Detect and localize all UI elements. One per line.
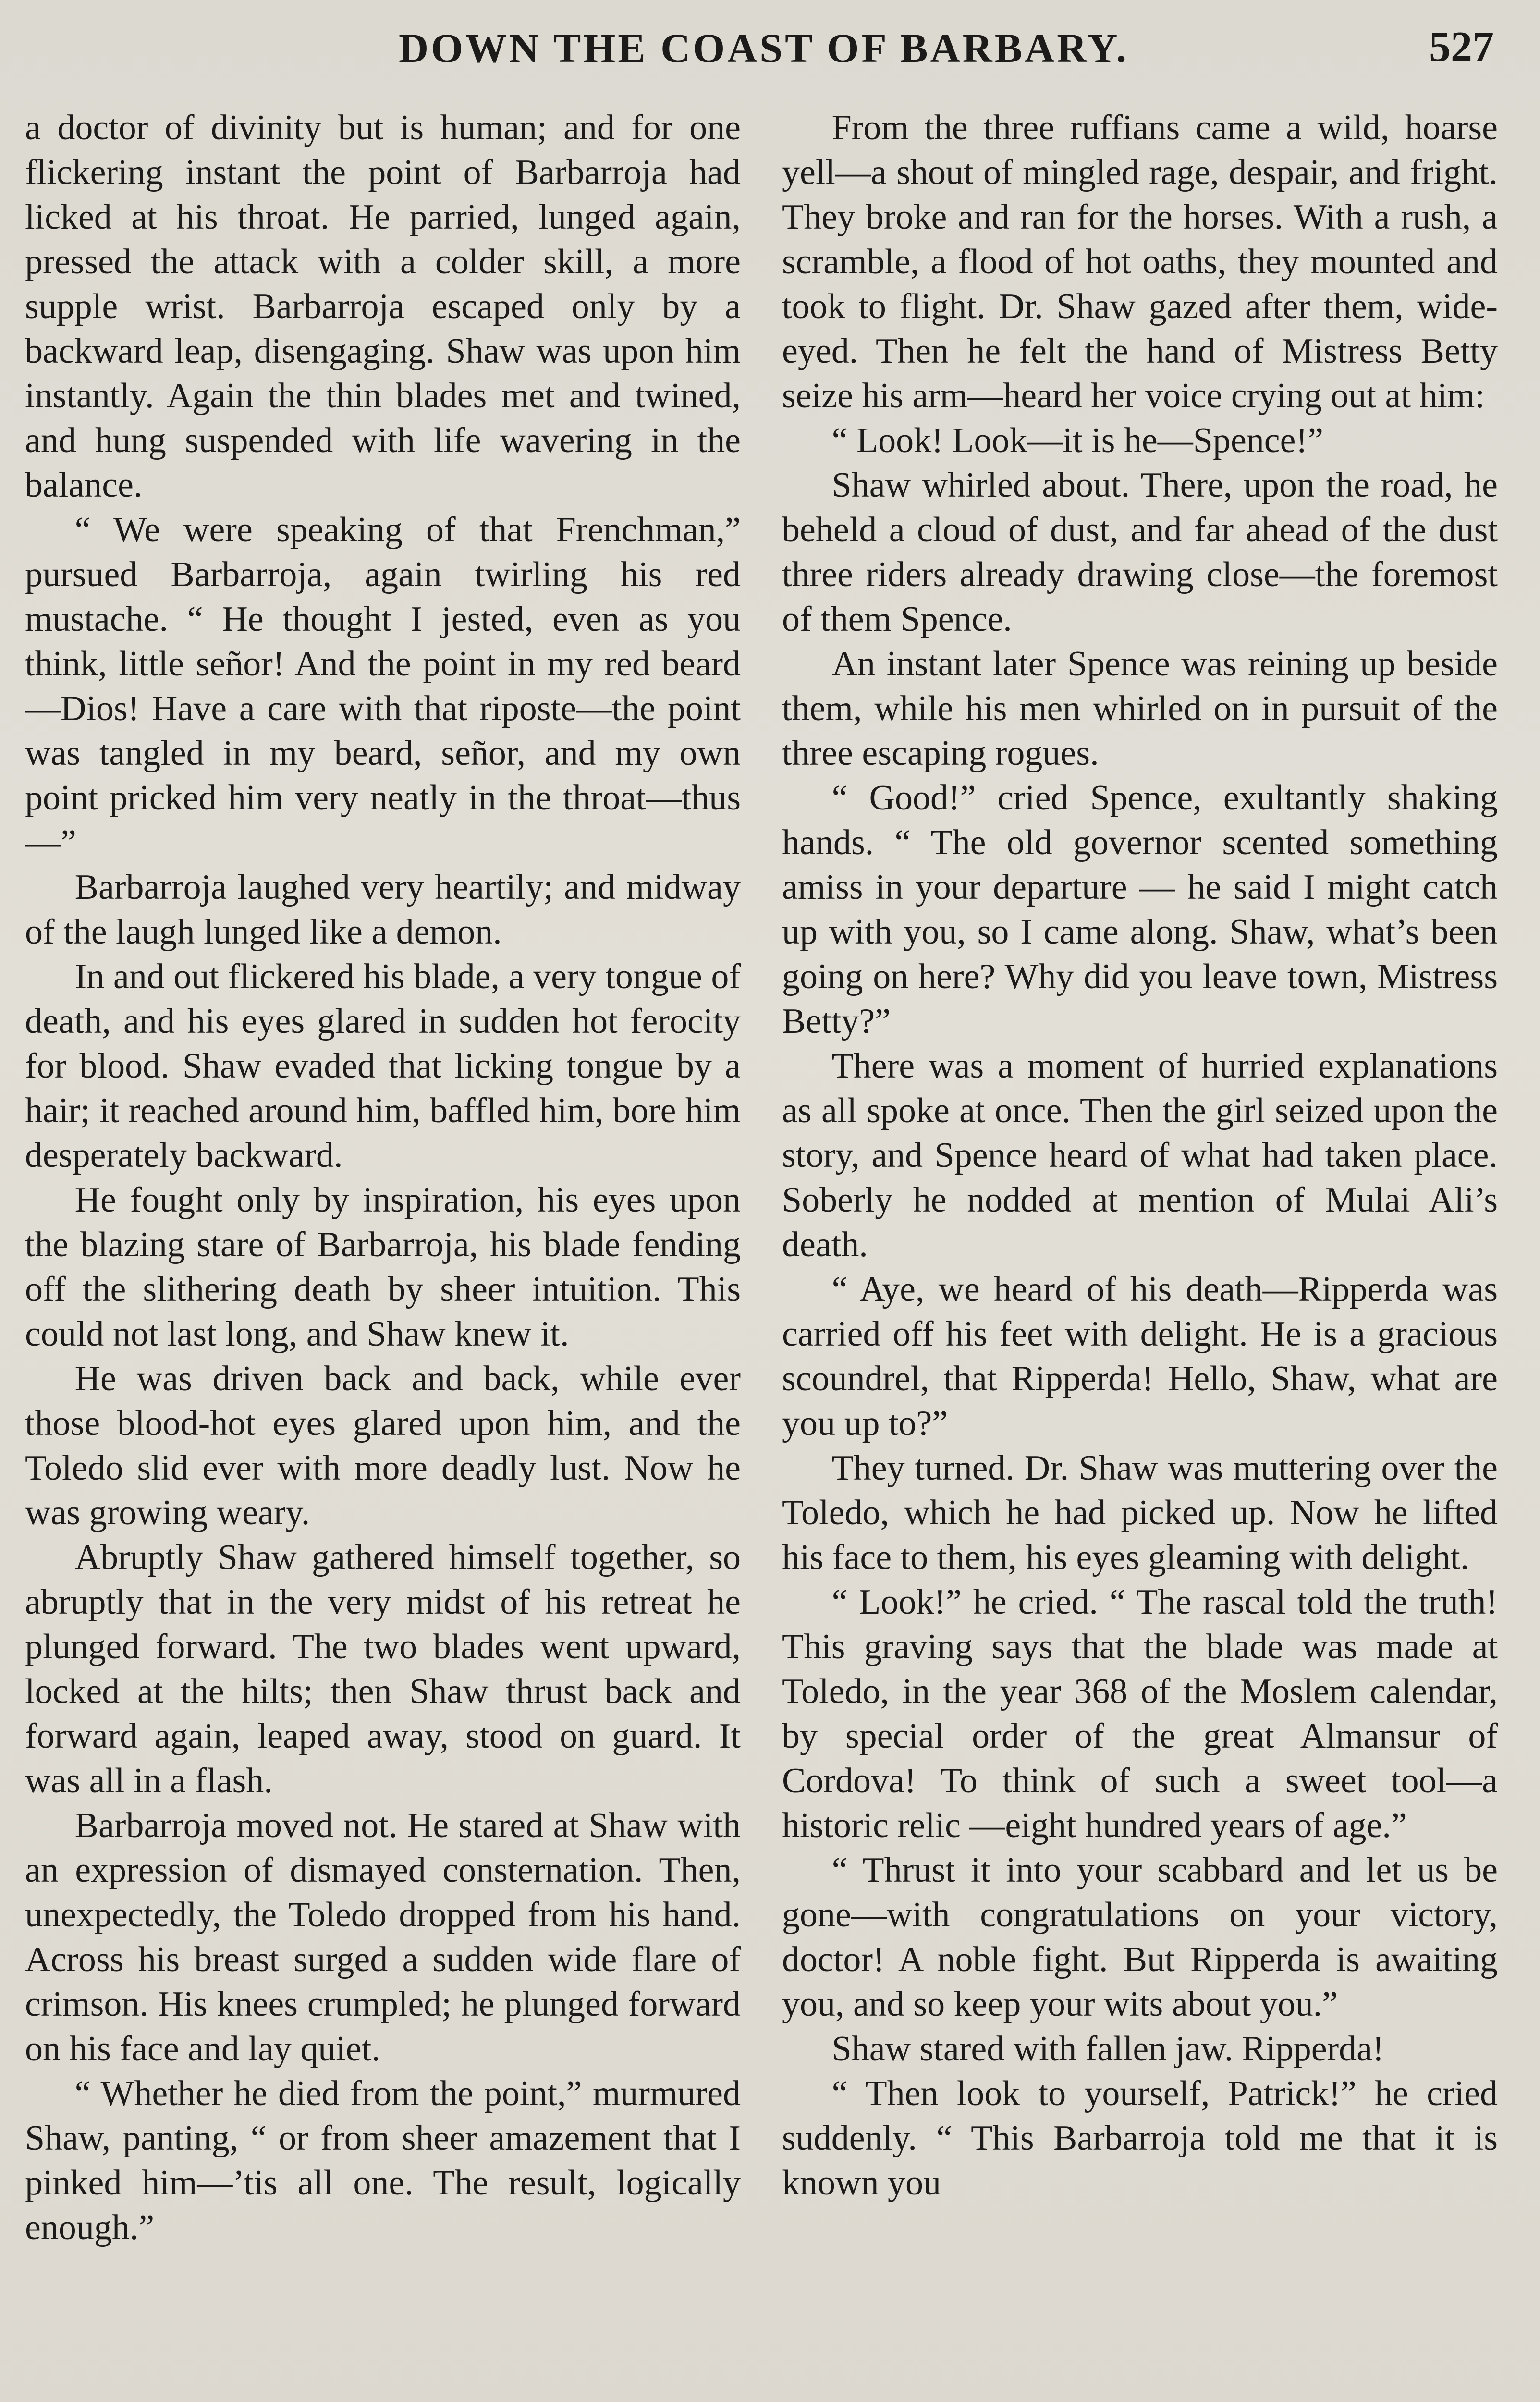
paragraph: In and out flickered his blade, a very tongue of death, and his eyes glared in sudden hot ferocity for blood. Shaw evaded that licking tongue by a hair; it reached around him, baffled him, bore him desperately backward.	[25, 957, 741, 1175]
paragraph: “ Aye, we heard of his death—Ripperda was carried off his feet with delight. He is a gracious scoundrel, that Ripperda! Hello, Shaw, what are you up to?”	[782, 1270, 1498, 1443]
paragraph: Barbarroja moved not. He stared at Shaw with an expression of dismayed consternation. Then, unexpectedly, the Toledo dropped from his hand. Across his breast surged a sudden wide flare of crimson. His knees crumpled; he plunged forward on his face and lay quiet.	[25, 1806, 741, 2069]
paragraph: He fought only by inspiration, his eyes upon the blazing stare of Barbarroja, his blade fending off the slithering death by sheer intuition. This could not last long, and Shaw knew it.	[25, 1180, 741, 1354]
paragraph: There was a moment of hurried explanations as all spoke at once. Then the girl seized upon the story, and Spence heard of what had taken place. Soberly he nodded at mention of Mulai Ali’s death.	[782, 1046, 1498, 1264]
paragraph: “ Look! Look—it is he—Spence!”	[831, 421, 1323, 460]
page-header	[24, 18, 1494, 86]
right-column	[782, 106, 1498, 2402]
paragraph: Abruptly Shaw gathered himself together, so abruptly that in the very midst of his retreat he plunged forward. The two blades went upward, locked at the hilts; then Shaw thrust back and forward again, leaped away, stood on guard. It was all in a flash.	[25, 1538, 741, 1801]
paragraph: They turned. Dr. Shaw was muttering over the Toledo, which he had picked up. Now he lifted his face to them, his eyes gleaming with delight.	[782, 1448, 1498, 1577]
paragraph: “ Look!” he cried. “ The rascal told the truth! This graving says that the blade was made at Toledo, in the year 368 of the Moslem calendar, by special order of the great Almansur of Cordova! To think of such a sweet tool—a historic relic —eight hundred years of age.”	[782, 1582, 1498, 1845]
paragraph: a doctor of divinity but is human; and for one flickering instant the point of Barbarroja had licked at his throat. He parried, lunged again, pressed the attack with a colder skill, a more supple wrist. Barbarroja escaped only by a backward leap, disengaging. Shaw was upon him instantly. Again the thin blades met and twined, and hung suspended with life wavering in the balance.	[25, 108, 741, 505]
paragraph: “ Then look to yourself, Patrick!” he cried suddenly. “ This Barbarroja told me that it is known you	[782, 2074, 1498, 2203]
paragraph: “ We were speaking of that Frenchman,” pursued Barbarroja, again twirling his red mustache. “ He thought I jested, even as you think, little señor! And the point in my red beard—Dios! Have a care with that riposte—the point was tangled in my beard, señor, and my own point pricked him very neatly in the throat—thus—”	[25, 510, 741, 862]
paragraph: “ Thrust it into your scabbard and let us be gone—with congratulations on your victory, doctor! A noble fight. But Ripperda is awaiting you, and so keep your wits about you.”	[782, 1851, 1498, 2024]
paragraph: “ Whether he died from the point,” murmured Shaw, panting, “ or from sheer amazement that I pinked him—’tis all one. The result, logically enough.”	[25, 2074, 741, 2247]
paragraph: Shaw stared with fallen jaw. Ripperda!	[831, 2029, 1384, 2069]
paragraph: Barbarroja laughed very heartily; and midway of the laugh lunged like a demon.	[25, 868, 741, 952]
running-title: DOWN THE COAST OF BARBARY.	[399, 25, 1129, 71]
paragraph: Shaw whirled about. There, upon the road, he beheld a cloud of dust, and far ahead of the dust three riders already drawing close—the foremost of them Spence.	[782, 466, 1498, 639]
left-column	[25, 106, 741, 2402]
paragraph: “ Good!” cried Spence, exultantly shaking hands. “ The old governor scented something amiss in your departure — he said I might catch up with you, so I came along. Shaw, what’s been going on here? Why did you leave town, Mistress Betty?”	[782, 778, 1498, 1041]
page-number: 527	[1429, 23, 1494, 71]
paragraph: He was driven back and back, while ever those blood-hot eyes glared upon him, and the Toledo slid ever with more deadly lust. Now he was growing weary.	[25, 1359, 741, 1532]
paragraph: An instant later Spence was reining up beside them, while his men whirled on in pursuit of the three escaping rogues.	[782, 644, 1498, 773]
paragraph: From the three ruffians came a wild, hoarse yell—a shout of mingled rage, despair, and fright. They broke and ran for the horses. With a rush, a scramble, a flood of hot oaths, they mounted and took to flight. Dr. Shaw gazed after them, wide-eyed. Then he felt the hand of Mistress Betty seize his arm—heard her voice crying out at him:	[782, 108, 1498, 416]
